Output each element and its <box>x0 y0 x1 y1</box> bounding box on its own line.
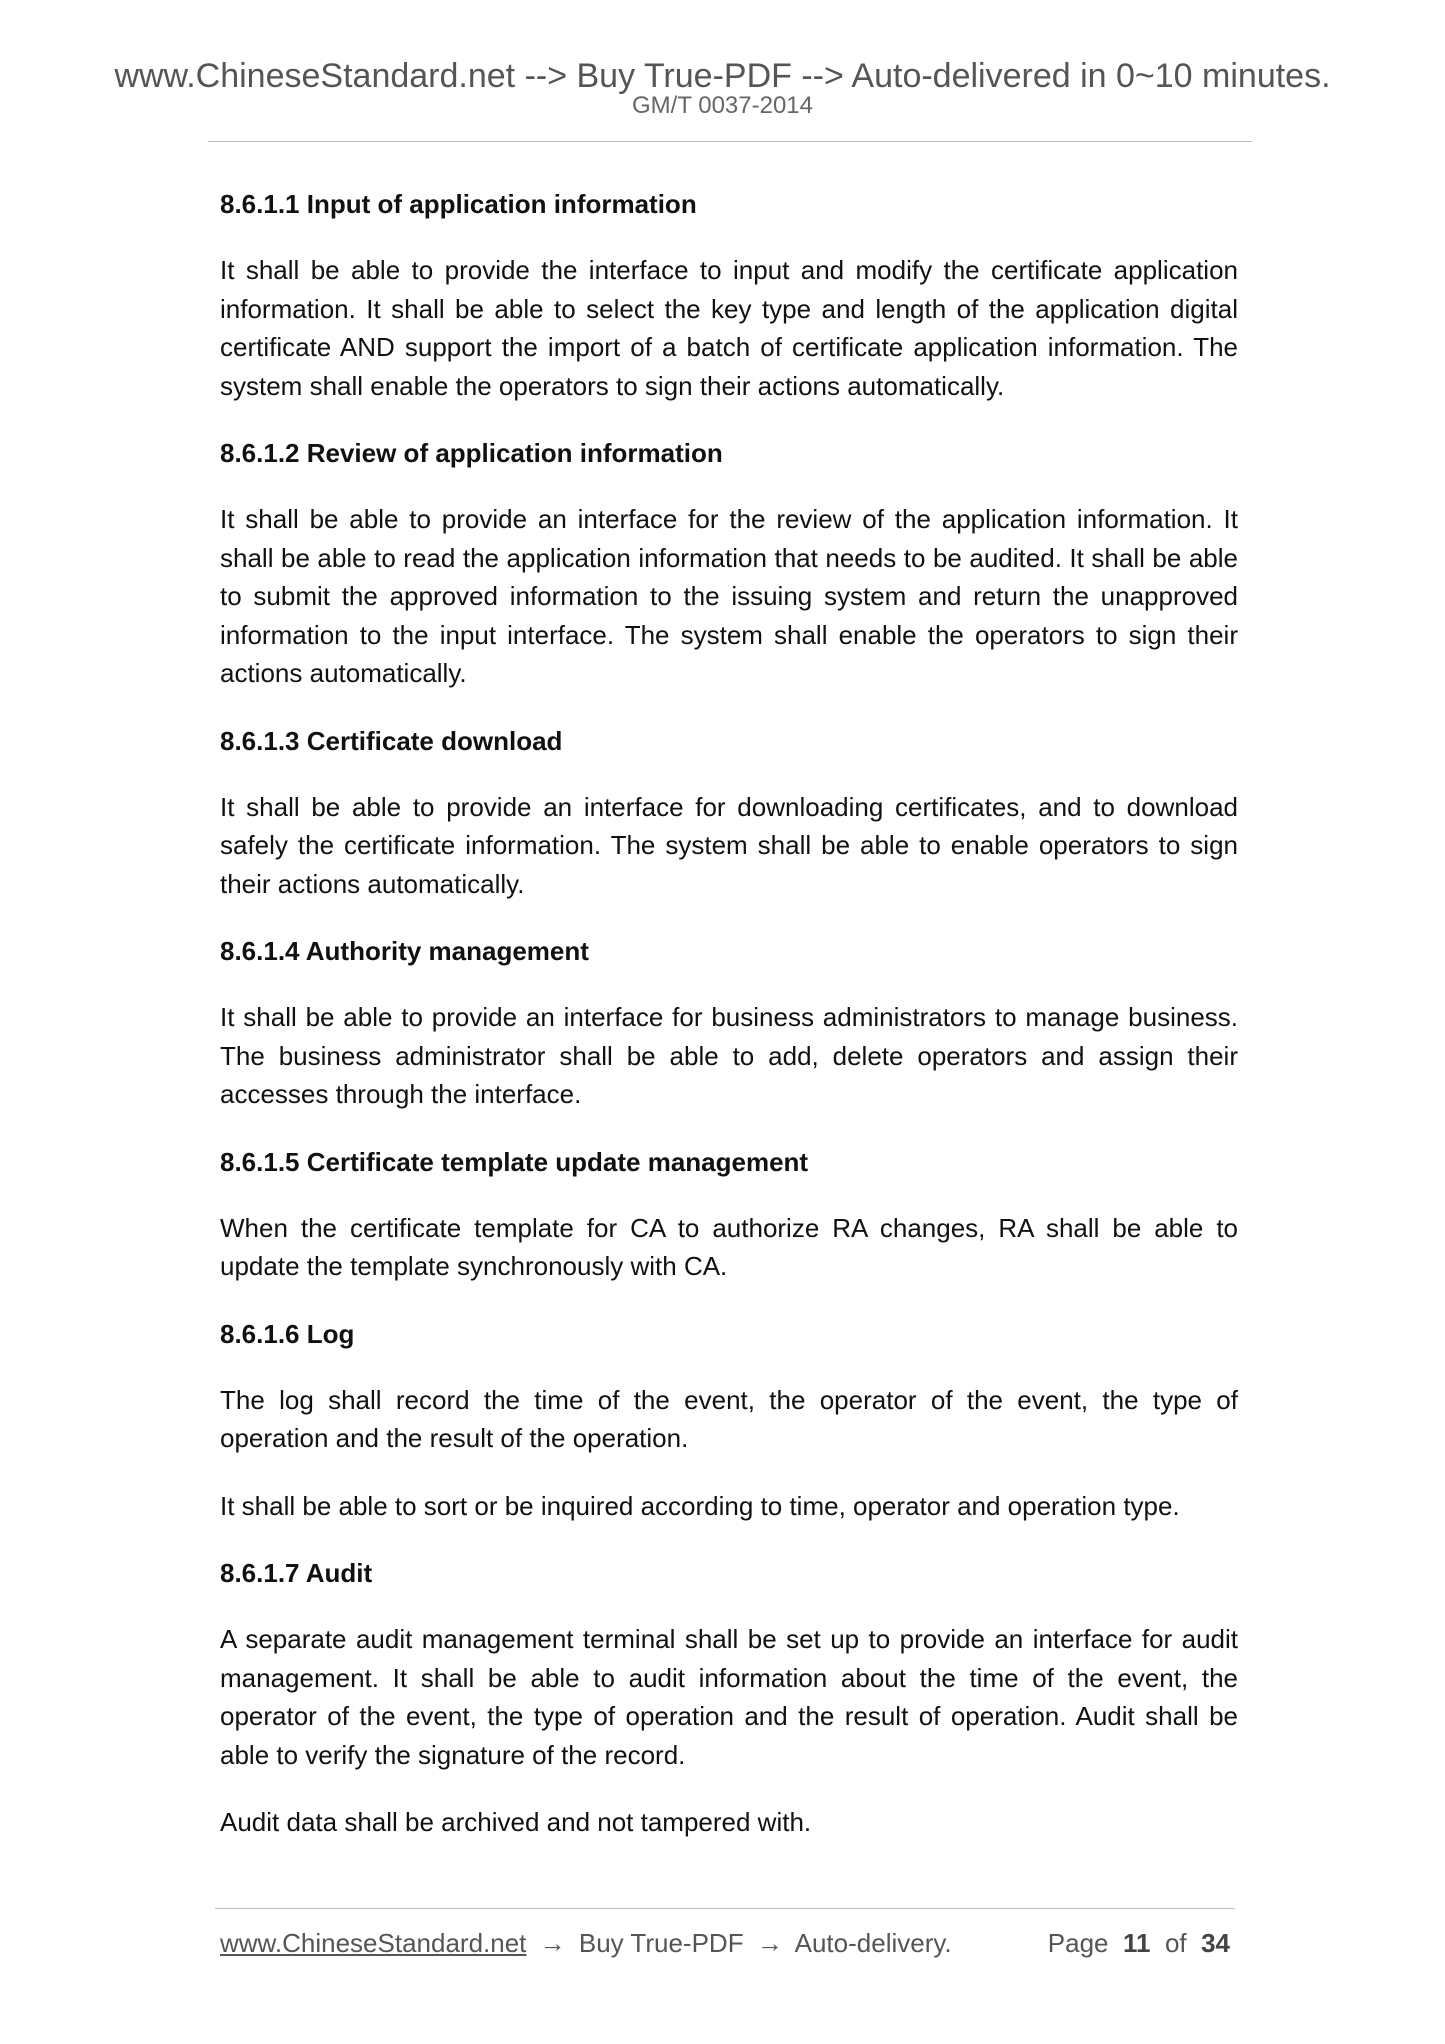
section-paragraph: A separate audit management terminal shall be set up to provide an interface for audit management. It shall be able to audit information about the time of the event, the operator of the event, the type of operation and the result of operation. Audit shall be able to verify the signature of the record. <box>220 1624 1238 1770</box>
section-paragraph: Audit data shall be archived and not tampered with. <box>220 1807 812 1837</box>
section-paragraph: It shall be able to provide an interface for downloading certificates, and to download safely the certificate information. The system shall be able to enable operators to sign their actions automatically. <box>220 791 1238 899</box>
section-review-application-info <box>220 434 1238 693</box>
total-page-count: 34 <box>1201 1928 1230 1958</box>
page-content <box>220 185 1238 1871</box>
section-paragraph: It shall be able to provide an interface for the review of the application information. It shall be able to read the application information that needs to be audited. It shall be able to submit the approved information to the issuing system and return the unapproved information to the input interface. The system shall enable the operators to sign their actions automatically. <box>220 504 1238 688</box>
section-input-application-info <box>220 185 1238 405</box>
section-paragraph: The log shall record the time of the event, the operator of the event, the type of operation and the result of the operation. <box>220 1384 1238 1453</box>
top-banner: www.ChineseStandard.net --> Buy True-PDF --> Auto-delivered in 0~10 minutes. <box>114 57 1331 95</box>
current-page-number: 11 <box>1122 1928 1151 1958</box>
section-heading: 8.6.1.5 Certificate template update management <box>220 1146 809 1177</box>
arrow-right-icon: → <box>539 1928 566 1958</box>
footer-promo <box>220 1926 952 1960</box>
page-label: Page <box>1047 1928 1109 1958</box>
section-paragraph: When the certificate template for CA to authorize RA changes, RA shall be able to update the template synchronously with CA. <box>220 1212 1238 1281</box>
section-heading: 8.6.1.7 Audit <box>220 1558 373 1588</box>
arrow-right-icon: → <box>756 1928 783 1958</box>
section-paragraph: It shall be able to provide the interface to input and modify the certificate application information. It shall be able to select the key type and length of the application digital certificate AND support the import of a batch of certificate application information. The system shall enable the operators to sign their actions automatically. <box>220 255 1238 401</box>
section-heading: 8.6.1.3 Certificate download <box>220 725 563 756</box>
document-code: GM/T 0037-2014 <box>632 92 813 119</box>
section-paragraph: It shall be able to provide an interface for business administrators to manage business. The business administrator shall be able to add, delete operators and assign their accesses through the interface. <box>220 1002 1238 1109</box>
footer-site-link[interactable]: www.ChineseStandard.net <box>220 1928 527 1958</box>
footer-buy-text: Buy True-PDF <box>578 1928 744 1958</box>
section-heading: 8.6.1.4 Authority management <box>220 936 589 966</box>
footer-divider <box>215 1908 1235 1909</box>
section-audit <box>220 1554 1238 1842</box>
section-heading: 8.6.1.2 Review of application information <box>220 438 723 468</box>
section-log <box>220 1315 1238 1526</box>
section-template-update <box>220 1143 1238 1286</box>
of-label: of <box>1164 1928 1187 1958</box>
header-divider <box>208 141 1252 142</box>
section-authority-management <box>220 932 1238 1114</box>
page-number-indicator <box>1048 1926 1230 1960</box>
section-certificate-download <box>220 722 1238 904</box>
section-heading: 8.6.1.6 Log <box>220 1318 355 1349</box>
section-heading: 8.6.1.1 Input of application information <box>220 189 697 219</box>
footer-delivery-text: Auto-delivery. <box>794 1928 952 1958</box>
section-paragraph: It shall be able to sort or be inquired according to time, operator and operation type. <box>220 1490 1180 1521</box>
